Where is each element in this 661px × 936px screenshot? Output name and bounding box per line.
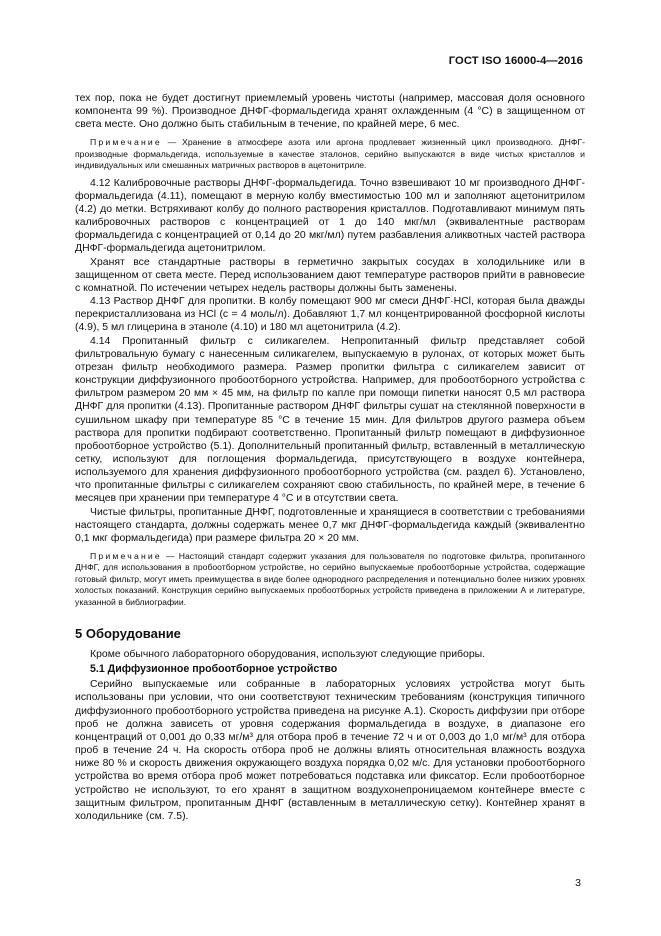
paragraph-4-14: 4.14 Пропитанный фильтр с силикагелем. Непропитанный фильтр представляет собой фильтровальную бумагу с нанесенным силикагелем, выпускаемую в рулонах, от которых может быть отрезан фильтр необходимого размера. Размер пропитки фильтра с силикагелем зависит от конструкции диффузионного пробоотборного устройства. Например, для пробоотборного устройства с фильтром размером 20 мм × 45 мм, на фильтр по капле при помощи пипетки наносят 0,5 мл раствора ДНФГ для пропитки (4.13). Пропитанные раствором ДНФГ фильтры сушат на стеклянной поверхности в сушильном шкафу при температуре 85 °С в течение 15 мин. Для фильтров другого размера объем раствора для пропитки подбирают соответственно. Пропитанный фильтр помещают в диффузионное пробоотборное устройство (5.1). Дополнительный пропитанный фильтр, вставленный в металлическую сетку, используют для поглощения формальдегида, присутствующего в воздухе контейнера, используемого для хранения диффузионного пробоотборного устройства (см. раздел 6). Установлено, что пропитанные фильтры с силикагелем сохраняют свою стабильность, по крайней мере, в течение 6 месяцев при хранении при температуре 4 °С и в отсутствии света. (75, 335, 585, 505)
paragraph-5-intro: Кроме обычного лабораторного оборудования, используют следующие приборы. (90, 649, 486, 661)
section-5-title: 5 Оборудование (75, 626, 181, 642)
note-label: Примечание (90, 551, 162, 562)
page-number: 3 (575, 877, 581, 889)
paragraph-4-12-storage: Хранят все стандартные растворы в герметично закрытых сосудах в холодильнике или в защищенном от света месте. Перед использованием дают температуре растворов прийти в равновесие с комнатной. По истечении четырех недель растворы должны быть заменены. (75, 256, 585, 294)
note-text: — Хранение в атмосфере азота или аргона продлевает жизненный цикл производного. ДНФГ-производные формальдегида, используемые в качестве эталонов, серийно выпускаются в виде чистых кристаллов и индивидуальных или смешанных матричных растворов в ацетонитриле. (75, 137, 585, 171)
paragraph-5-1: Серийно выпускаемые или собранные в лабораторных условиях устройства могут быть использованы при условии, что они соответствуют техническим требованиям (конструкция типичного диффузионного пробоотборного устройства приведена на рисунке А.1). Скорость диффузии при отборе проб не должна зависеть от уровня содержания формальдегида в воздухе, в диапазоне его концентраций от 0,001 до 0,33 мг/м³ для отбора проб в течение 72 ч и от 0,003 до 1,0 мг/м³ для отбора проб в течение 24 ч. На скорость отбора проб не должны влиять относительная влажность воздуха ниже 80 % и скорость движения окружающего воздуха порядка 0,02 м/с. Для установки пробоотборного устройства во время отбора проб может потребоваться подставка или фиксатор. Если пробоотборное устройство не используют, то его хранят в защитном воздухонепроницаемом контейнере вместе с защитным фильтром, пропитанным ДНФГ (вставленным в металлическую сетку). Контейнер хранят в холодильнике (см. 7.5). (75, 679, 585, 822)
note-text: — Настоящий стандарт содержит указания для пользователя по подготовке фильтра, пропитанного ДНФГ, для использования в пробоотборном устройстве, но серийно выпускаемые пробоотборные устройства, содержащие готовый фильтр, могут иметь преимущества в виде более однородного распределения и потенциально более низких уровнях холостых показаний. Конструкция серийно выпускаемых пробоотборных устройств приведена в приложении А и литературе, указанной в библиографии. (75, 551, 585, 607)
paragraph-4-13: 4.13 Раствор ДНФГ для пропитки. В колбу помещают 900 мг смеси ДНФГ·HCl, которая была дважды перекристаллизована из HCl (с = 4 моль/л). Добавляют 1,7 мл концентрированной фосфорной кислоты (4.9), 5 мл глицерина в этаноле (4.10) и 180 мл ацетонитрила (4.2). (75, 296, 585, 334)
paragraph-4-12: 4.12 Калибровочные растворы ДНФГ-формальдегида. Точно взвешивают 10 мг производного ДНФГ-формальдегида (4.11), помещают в мерную колбу вместимостью 100 мл и заполняют ацетонитрилом (4.2) до метки. Встряхивают колбу до полного растворения кристаллов. Подготавливают минимум пять калибровочных растворов с концентрацией от 1 до 140 мкг/мл (эквивалентные растворам формальдегида с концентрацией от 0,14 до 20 мкг/мл) путем разбавления аликвотных частей раствора ДНФГ-формальдегида ацетонитрилом. (75, 177, 585, 255)
note-filter (75, 551, 585, 608)
subsection-5-1-title: 5.1 Диффузионное пробоотборное устройство (90, 663, 338, 676)
page-content (75, 92, 585, 823)
standard-header: ГОСТ ISO 16000-4—2016 (448, 55, 583, 67)
paragraph-continuation: тех пор, пока не будет достигнут приемлемый уровень чистоты (например, массовая доля основного компонента 99 %). Производное ДНФГ-формальдегида хранят охлажденным (4 °С) в защищенном от света месте. Оно должно быть стабильным в течение, по крайней мере, 6 мес. (75, 93, 585, 131)
paragraph-4-14-blank: Чистые фильтры, пропитанные ДНФГ, подготовленные и хранящиеся в соответствии с требованиями настоящего стандарта, должны содержать менее 0,7 мкг ДНФГ-формальдегида каждый (эквивалентно 0,1 мкг формальдегида) при размере фильтра 20 × 20 мм. (75, 506, 585, 544)
note-storage (75, 137, 585, 171)
note-label: Примечание (90, 137, 162, 148)
